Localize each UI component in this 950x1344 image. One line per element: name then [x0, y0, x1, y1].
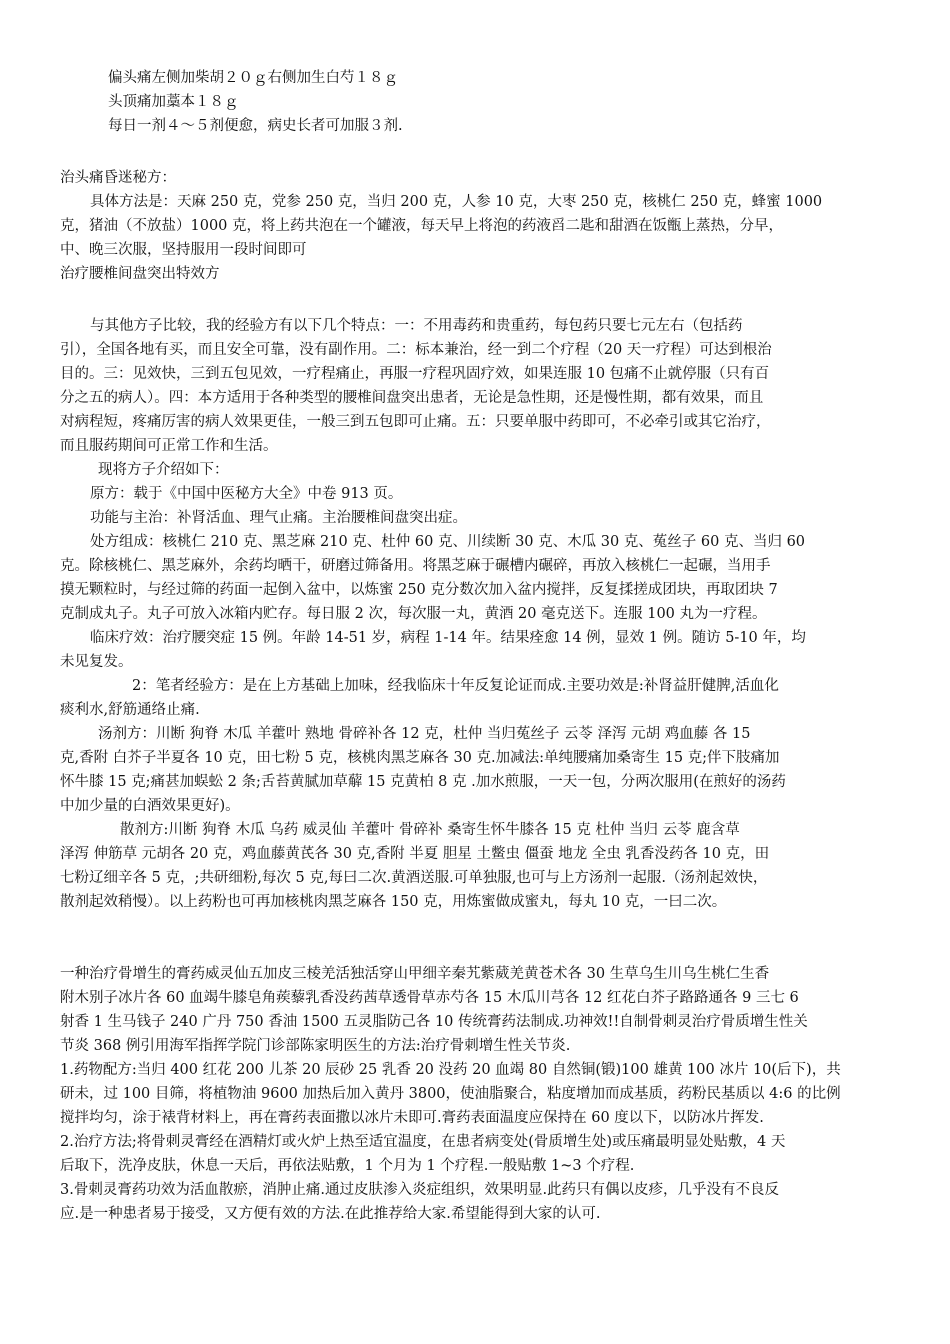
- text-line: 处方组成：核桃仁 210 克、黑芝麻 210 克、杜仲 60 克、川续断 30 克、木瓜 30 克、菟丝子 60 克、当归 60: [90, 534, 806, 550]
- text-line: 怀牛膝 15 克;痛甚加蜈蚣 2 条;舌苔黄腻加草薢 15 克黄柏 8 克 .加水煎服，一天一包，分两次服用(在煎好的汤药: [60, 774, 786, 790]
- headache-modifications: [108, 66, 888, 138]
- text-line: 偏头痛左侧加柴胡２０ｇ右侧加生白芍１８ｇ: [108, 70, 398, 86]
- text-line: 克。除核桃仁、黑芝麻外，余药均晒干，研磨过筛备用。将黑芝麻于碾槽内碾碎，再放入核桃仁一起碾，当用手: [60, 558, 771, 574]
- text-line: 未见复发。: [60, 654, 133, 670]
- text-line: 射香 1 生马钱子 240 广丹 750 香油 1500 五灵脂防己各 10 传统膏药法制成.功神效!!自制骨刺灵治疗骨质增生性关: [60, 1014, 808, 1030]
- text-line: 现将方子介绍如下：: [98, 462, 229, 478]
- text-line: 具体方法是：天麻 250 克，党参 250 克，当归 200 克，人参 10 克，大枣 250 克，核桃仁 250 克，蜂蜜 1000: [90, 194, 823, 210]
- text-line: 搅拌均匀，涂于裱背材料上，再在膏药表面撒以冰片未即可.膏药表面温度应保持在 60 度以下，以防冰片挥发.: [60, 1110, 764, 1126]
- text-line: 对病程短，疼痛厉害的病人效果更佳，一般三到五包即可止痛。五：只要单服中药即可，不必牵引或其它治疗，: [60, 414, 771, 430]
- text-line: 七粉辽细辛各 5 克，;共研细粉,每次 5 克,每曰二次.黄酒送服.可单独服,也可与上方汤剂一起服.（汤剂起效快，: [60, 870, 768, 886]
- text-line: 3.骨刺灵膏药功效为活血散瘀，消肿止痛.通过皮肤渗入炎症组织，效果明显.此药只有偶以皮疹，几乎没有不良反: [60, 1182, 780, 1198]
- text-line: 1.药物配方:当归 400 红花 200 儿茶 20 辰砂 25 乳香 20 没药 20 血竭 80 自然铜(锻)100 雄黄 100 冰片 10(后下)，共: [60, 1062, 841, 1078]
- text-line: 头顶痛加藁本１８ｇ: [108, 94, 239, 110]
- text-line: 引），全国各地有买，而且安全可靠，没有副作用。二：标本兼治，经一到二个疗程（20 天一疗程）可达到根治: [60, 342, 772, 358]
- text-line: 2.治疗方法;将骨刺灵膏经在酒精灯或火炉上热至适宜温度，在患者病变处(骨质增生处)或压痛最明显处贴敷，4 天: [60, 1134, 786, 1150]
- text-line: 每日一剂４～５剂便愈，病史长者可加服３剂.: [108, 118, 403, 134]
- text-line: 泽泻 伸筋草 元胡各 20 克，鸡血藤黄芪各 30 克,香附 半夏 胆星 土鳖虫 僵蚕 地龙 全虫 乳香没药各 10 克，田: [60, 846, 770, 862]
- headache-coma-recipe: [60, 166, 890, 286]
- text-line: 目的。三：见效快，三到五包见效，一疗程痛止，再服一疗程巩固疗效，如果连服 10 包痛不止就停服（只有百: [60, 366, 770, 382]
- section-title: 治头痛昏迷秘方：: [60, 170, 176, 186]
- text-line: 汤剂方：川断 狗脊 木瓜 羊藿叶 熟地 骨碎补各 12 克，杜仲 当归菟丝子 云苓 泽泻 元胡 鸡血藤 各 15: [98, 726, 751, 742]
- text-line: 2：笔者经验方：是在上方基础上加味，经我临床十年反复论证而成.主要功效是:补肾益肝健脾,活血化: [132, 678, 779, 694]
- lumbar-disc-intro: [60, 314, 890, 914]
- text-line: 克,香附 白芥子半夏各 10 克，田七粉 5 克，核桃肉黑芝麻各 30 克.加减法:单纯腰痛加桑寄生 15 克;伴下肢痛加: [60, 750, 780, 766]
- text-line: 克制成丸子。丸子可放入冰箱内贮存。每日服 2 次，每次服一丸，黄酒 20 毫克送下。连服 100 丸为一疗程。: [60, 606, 767, 622]
- text-line: 摸无颗粒时，与经过筛的药面一起倒入盆中，以炼蜜 250 克分数次加入盆内搅拌，反复揉搓成团块，再取团块 7: [60, 582, 778, 598]
- text-line: 一种治疗骨增生的膏药威灵仙五加皮三棱羌活独活穿山甲细辛秦艽紫葳羌黄苍术各 30 生草乌生川乌生桃仁生香: [60, 966, 770, 982]
- text-line: 中、晚三次服，坚持服用一段时间即可: [60, 242, 307, 258]
- bone-plaster-recipe: [60, 962, 890, 1226]
- text-line: 附木别子冰片各 60 血竭牛膝皂角蒺藜乳香没药茜草透骨草赤芍各 15 木瓜川芎各 12 红花白芥子路路通各 9 三七 6: [60, 990, 799, 1006]
- text-line: 与其他方子比较，我的经验方有以下几个特点：一：不用毒药和贵重药，每包药只要七元左右（包括药: [90, 318, 743, 334]
- text-line: 分之五的病人）。四：本方适用于各种类型的腰椎间盘突出患者，无论是急性期，还是慢性期，都有效果，而且: [60, 390, 764, 406]
- text-line: 功能与主治：补肾活血、理气止痛。主治腰椎间盘突出症。: [90, 510, 467, 526]
- text-line: 而且服药期间可正常工作和生活。: [60, 438, 278, 454]
- text-line: 应.是一种患者易于接受，又方便有效的方法.在此推荐给大家.希望能得到大家的认可.: [60, 1206, 601, 1222]
- text-line: 研未，过 100 目筛，将植物油 9600 加热后加入黄丹 3800，使油脂聚合，粘度增加而成基质，药粉民基质以 4:6 的比例: [60, 1086, 841, 1102]
- text-line: 散剂起效稍慢）。以上药粉也可再加核桃肉黑芝麻各 150 克，用炼蜜做成蜜丸，每丸 10 克，一曰二次。: [60, 894, 727, 910]
- text-line: 痰利水,舒筋通络止痛.: [60, 702, 200, 718]
- text-line: 中加少量的白酒效果更好)。: [60, 798, 240, 814]
- text-line: 临床疗效：治疗腰突症 15 例。年龄 14-51 岁，病程 1-14 年。结果痊愈 14 例，显效 1 例。随访 5-10 年，均: [90, 630, 806, 646]
- text-line: 后取下，洗净皮肤，休息一天后，再依法贴敷，1 个月为 1 个疗程.一般贴敷 1~3 个疗程.: [60, 1158, 635, 1174]
- text-line: 散剂方:川断 狗脊 木瓜 乌药 威灵仙 羊藿叶 骨碎补 桑寄生怀牛膝各 15 克 杜仲 当归 云苓 鹿含草: [120, 822, 740, 838]
- text-line: 原方：载于《中国中医秘方大全》中卷 913 页。: [90, 486, 403, 502]
- section-title: 治疗腰椎间盘突出特效方: [60, 266, 220, 282]
- text-line: 克，猪油（不放盐）1000 克，将上药共泡在一个罐液，每天早上将泡的药液舀二匙和甜酒在饭甑上蒸热，分早，: [60, 218, 784, 234]
- text-line: 节炎 368 例引用海军指挥学院门诊部陈家明医生的方法:治疗骨刺增生性关节炎.: [60, 1038, 571, 1054]
